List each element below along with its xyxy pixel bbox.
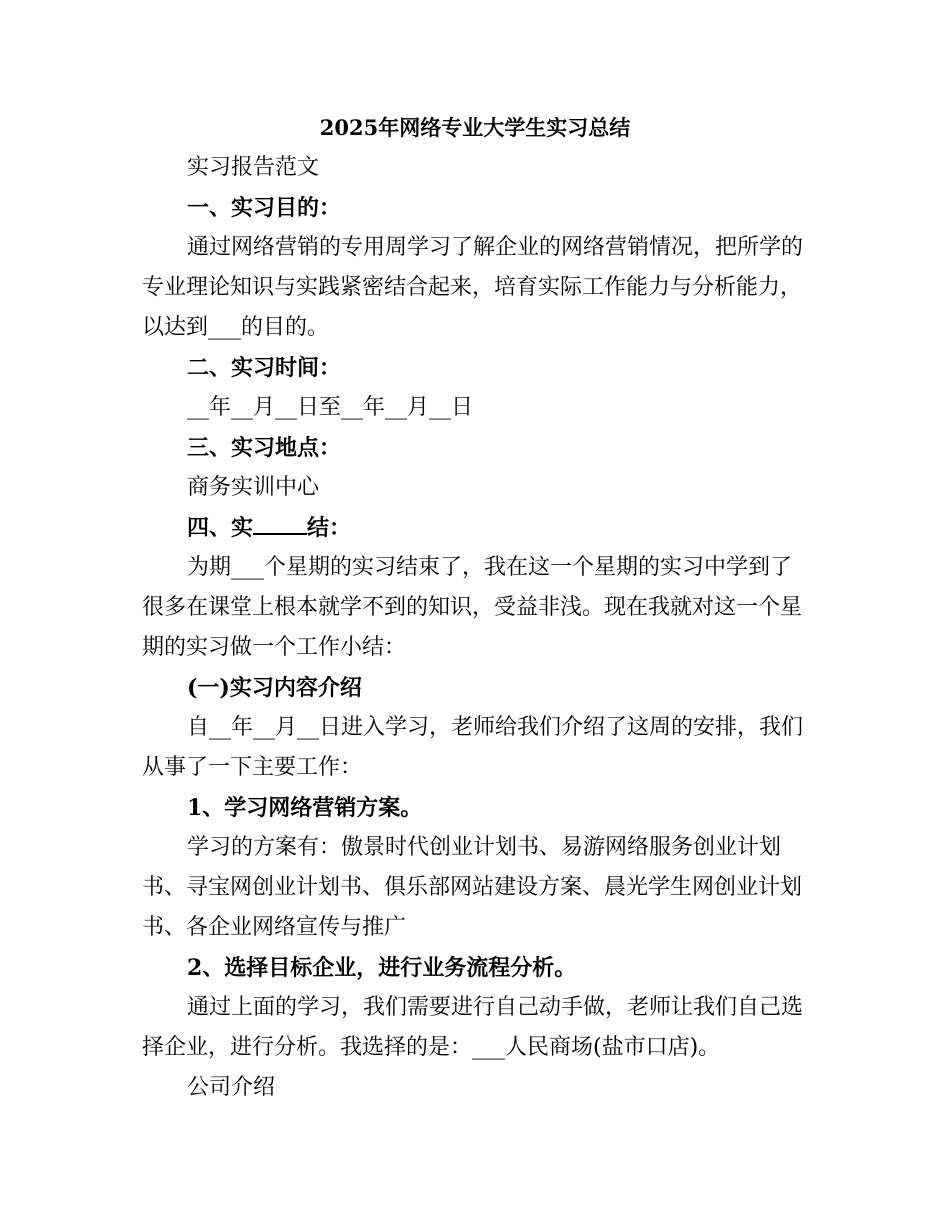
document-title: 2025年网络专业大学生实习总结 (319, 115, 631, 140)
paragraph-purpose: 通过网络营销的专用周学习了解企业的网络营销情况，把所学的专业理论知识与实践紧密结合起来，培育实际工作能力与分析能力，以达到___的目的。 (142, 235, 804, 340)
heading-summary-blank (253, 533, 307, 535)
paragraph-location: 商务实训中心 (187, 475, 320, 500)
heading-time: 二、实习时间： (187, 355, 342, 381)
paragraph-marketing-plan: 学习的方案有：傲景时代创业计划书、易游网络服务创业计划书、寻宝网创业计划书、俱乐部网站建设方案、晨光学生网创业计划书、各企业网络宣传与推广 (142, 835, 803, 940)
paragraph-content-intro: 自__年__月__日进入学习，老师给我们介绍了这周的安排，我们从事了一下主要工作： (142, 715, 804, 780)
paragraph-company-intro: 公司介绍 (187, 1075, 276, 1100)
heading-purpose: 一、实习目的： (187, 195, 342, 221)
heading-summary-end: 结： (307, 515, 352, 541)
heading-content-intro: (一)实习内容介绍 (187, 675, 362, 701)
heading-target-company: 2、选择目标企业，进行业务流程分析。 (187, 955, 577, 981)
document-body (142, 148, 812, 1108)
paragraph-time: __年__月__日至__年__月__日 (187, 395, 474, 420)
heading-summary-start: 四、实 (187, 515, 254, 541)
paragraph-subtitle: 实习报告范文 (187, 155, 320, 180)
heading-marketing-plan: 1、学习网络营销方案。 (187, 795, 423, 821)
paragraph-target-company: 通过上面的学习，我们需要进行自己动手做，老师让我们自己选择企业，进行分析。我选择的是：___人民商场(盐市口店)。 (142, 995, 804, 1060)
paragraph-summary: 为期___个星期的实习结束了，我在这一个星期的实习中学到了很多在课堂上根本就学不到的知识，受益非浅。现在我就对这一个星期的实习做一个工作小结： (142, 555, 803, 660)
heading-location: 三、实习地点： (187, 435, 342, 461)
heading-summary (142, 508, 812, 548)
